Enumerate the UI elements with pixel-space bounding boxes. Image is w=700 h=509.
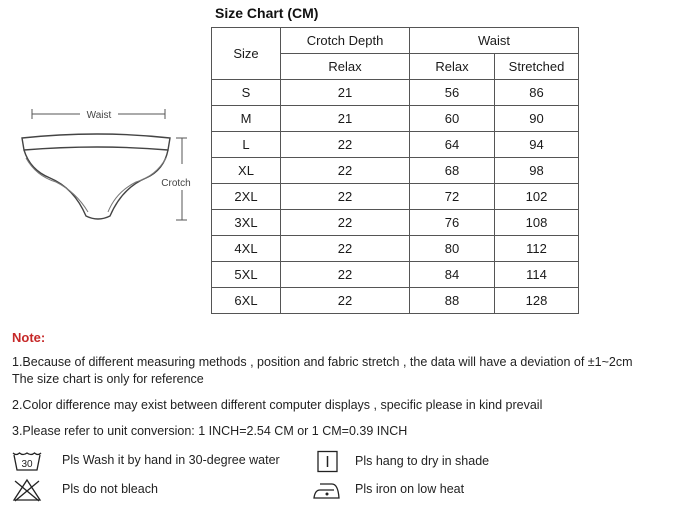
care-iron	[312, 478, 572, 502]
table-row	[212, 106, 579, 132]
note-line-1: 1.Because of different measuring methods , position and fabric stretch , the data will have a deviation of ±1~2cm	[12, 355, 633, 369]
waist-relax-cell: 60	[410, 106, 495, 132]
care-wash-label: Pls Wash it by hand in 30-degree water	[62, 453, 280, 467]
crotch-relax-cell: 22	[281, 262, 410, 288]
waist-relax-cell: 68	[410, 158, 495, 184]
waist-relax-cell: 64	[410, 132, 495, 158]
care-iron-label: Pls iron on low heat	[355, 482, 465, 496]
crotch-relax-cell: 22	[281, 236, 410, 262]
waist-relax-cell: 72	[410, 184, 495, 210]
size-cell: M	[212, 106, 281, 132]
care-hang-dry-label: Pls hang to dry in shade	[355, 454, 490, 468]
waist-stretched-subheader: Stretched	[495, 54, 579, 80]
size-cell: 5XL	[212, 262, 281, 288]
care-hang-dry	[315, 450, 575, 474]
crotch-relax-cell: 21	[281, 80, 410, 106]
size-header: Size	[212, 28, 281, 80]
iron-low-icon	[312, 478, 342, 502]
crotch-relax-cell: 22	[281, 184, 410, 210]
table-row	[212, 132, 579, 158]
waist-stretched-cell: 128	[495, 288, 579, 314]
wash-temp: 30	[21, 459, 33, 470]
crotch-relax-cell: 21	[281, 106, 410, 132]
size-cell: S	[212, 80, 281, 106]
size-cell: XL	[212, 158, 281, 184]
care-wash	[12, 450, 312, 472]
table-row	[212, 80, 579, 106]
waist-stretched-cell: 94	[495, 132, 579, 158]
crotch-depth-header: Crotch Depth	[281, 28, 410, 54]
table-row	[212, 184, 579, 210]
waist-stretched-cell: 112	[495, 236, 579, 262]
waist-relax-cell: 56	[410, 80, 495, 106]
note-heading: Note:	[12, 330, 46, 345]
crotch-label: Crotch	[161, 178, 191, 189]
waist-stretched-cell: 102	[495, 184, 579, 210]
wash-30-icon	[12, 450, 42, 472]
size-cell: 3XL	[212, 210, 281, 236]
notes-section	[12, 330, 633, 440]
waist-stretched-cell: 108	[495, 210, 579, 236]
waist-stretched-cell: 98	[495, 158, 579, 184]
waist-stretched-cell: 86	[495, 80, 579, 106]
no-bleach-icon	[12, 478, 42, 502]
waist-relax-subheader: Relax	[410, 54, 495, 80]
table-row	[212, 262, 579, 288]
waist-header: Waist	[410, 28, 579, 54]
table-row	[212, 236, 579, 262]
size-cell: L	[212, 132, 281, 158]
crotch-relax-cell: 22	[281, 210, 410, 236]
waist-stretched-cell: 114	[495, 262, 579, 288]
waist-relax-cell: 88	[410, 288, 495, 314]
note-line-1-sub: The size chart is only for reference	[12, 372, 204, 386]
crotch-relax-cell: 22	[281, 288, 410, 314]
garment-diagram	[10, 108, 200, 228]
note-line-2: 2.Color difference may exist between different computer displays , specific please in kind prevail	[12, 398, 543, 412]
waist-label: Waist	[86, 110, 112, 121]
care-no-bleach-label: Pls do not bleach	[62, 482, 158, 496]
size-cell: 6XL	[212, 288, 281, 314]
crotch-relax-subheader: Relax	[281, 54, 410, 80]
crotch-relax-cell: 22	[281, 158, 410, 184]
size-table	[211, 27, 579, 314]
size-chart-title: Size Chart (CM)	[215, 5, 319, 21]
waist-relax-cell: 80	[410, 236, 495, 262]
table-row	[212, 288, 579, 314]
hang-dry-icon	[315, 450, 341, 474]
size-cell: 2XL	[212, 184, 281, 210]
table-header-row	[212, 28, 579, 54]
size-cell: 4XL	[212, 236, 281, 262]
crotch-relax-cell: 22	[281, 132, 410, 158]
care-no-bleach	[12, 478, 312, 502]
waist-relax-cell: 76	[410, 210, 495, 236]
waist-stretched-cell: 90	[495, 106, 579, 132]
table-row	[212, 210, 579, 236]
table-row	[212, 158, 579, 184]
waist-relax-cell: 84	[410, 262, 495, 288]
note-line-3: 3.Please refer to unit conversion: 1 INCH=2.54 CM or 1 CM=0.39 INCH	[12, 424, 408, 438]
